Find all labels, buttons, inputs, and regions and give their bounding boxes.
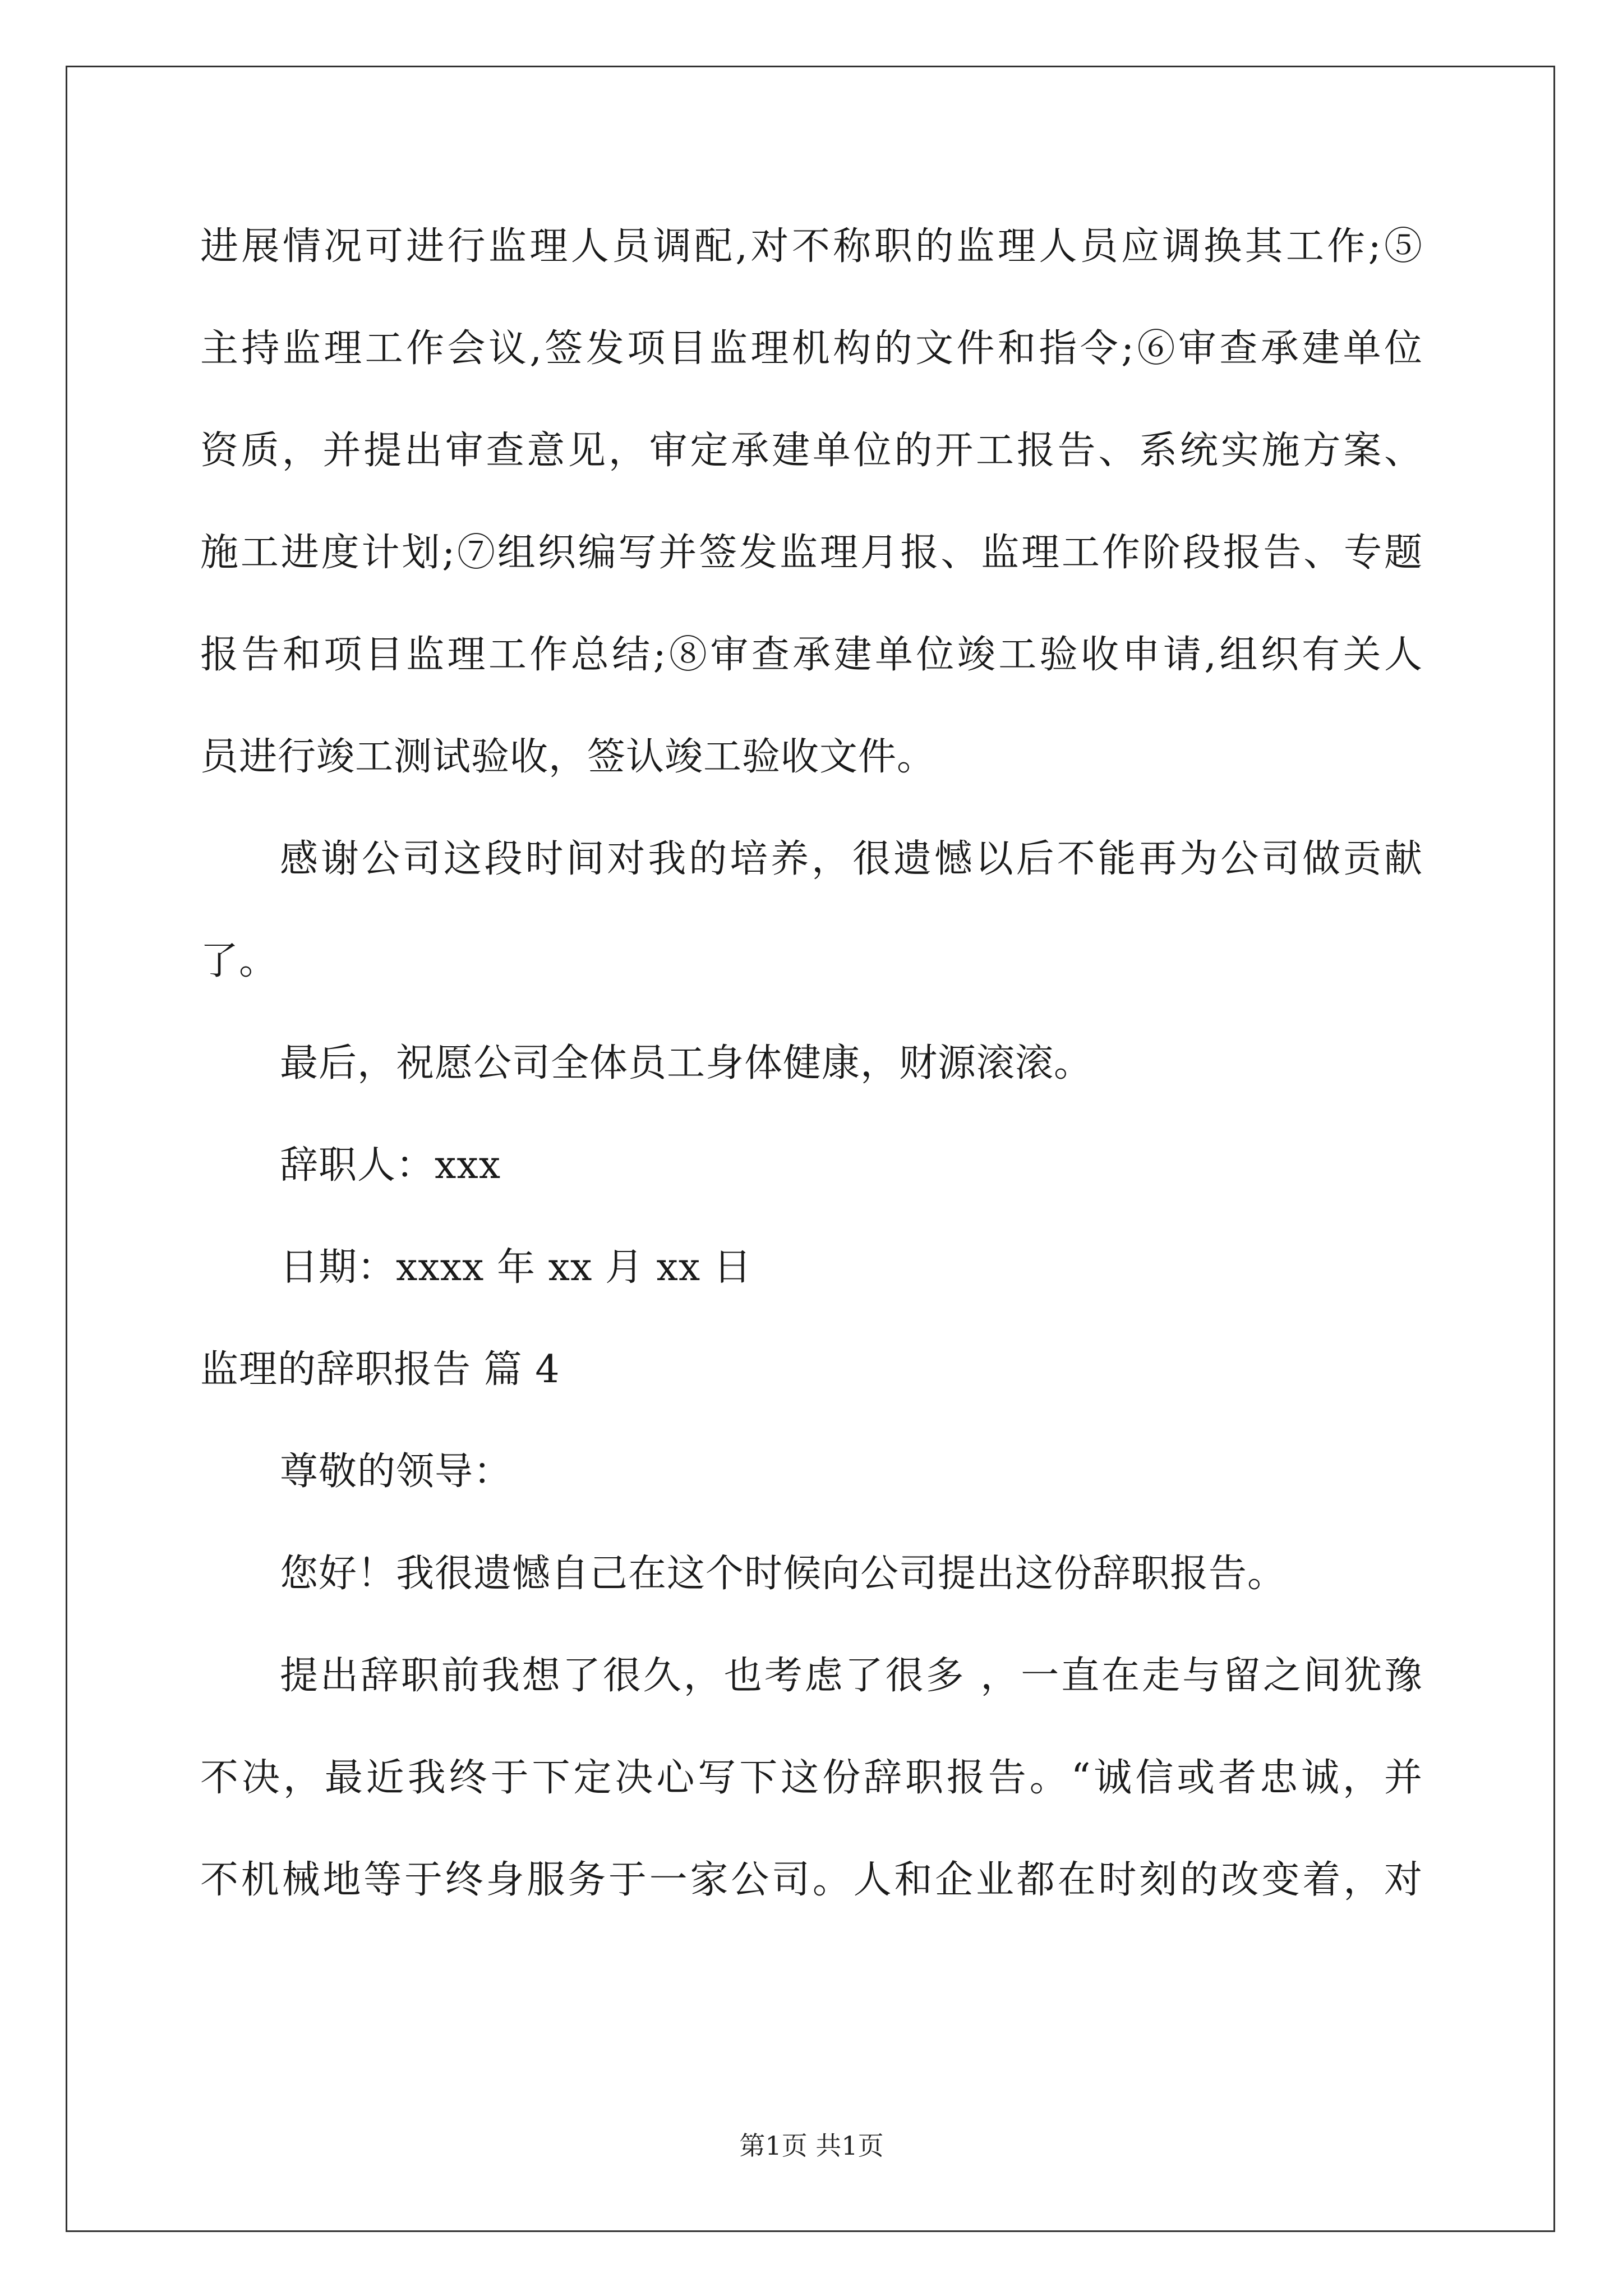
paragraph-line: 员进行竣工测试验收，签认竣工验收文件。 xyxy=(200,735,936,779)
page-number: 第1页 共1页 xyxy=(739,2131,884,2161)
salutation: 尊敬的领导： xyxy=(280,1450,513,1494)
paragraph-line: 报告和项目监理工作总结;⑧审查承建单位竣工验收申请,组织有关人 xyxy=(200,633,1423,677)
paragraph-line: 了。 xyxy=(200,939,278,983)
paragraph-line: 主持监理工作会议,签发项目监理机构的文件和指令;⑥审查承建单位 xyxy=(200,326,1423,371)
closing-wish: 最后，祝愿公司全体员工身体健康，财源滚滚。 xyxy=(280,1041,1093,1085)
paragraph-line: 您好！我很遗憾自己在这个时候向公司提出这份辞职报告。 xyxy=(280,1552,1287,1596)
paragraph-line: 资质，并提出审查意见，审定承建单位的开工报告、系统实施方案、 xyxy=(200,429,1423,473)
section-heading: 监理的辞职报告 篇 4 xyxy=(200,1347,560,1392)
paragraph-line: 进展情况可进行监理人员调配,对不称职的监理人员应调换其工作;⑤ xyxy=(200,224,1423,269)
signature-line: 辞职人：xxx xyxy=(280,1143,501,1188)
paragraph-line: 提出辞职前我想了很久，也考虑了很多 ，一直在走与留之间犹豫 xyxy=(280,1654,1423,1698)
paragraph-line: 感谢公司这段时间对我的培养，很遗憾以后不能再为公司做贡献 xyxy=(280,837,1423,881)
paragraph-line: 施工进度计划;⑦组织编写并签发监理月报、监理工作阶段报告、专题 xyxy=(200,531,1423,575)
date-line: 日期：xxxx 年 xx 月 xx 日 xyxy=(280,1245,752,1290)
paragraph-line: 不机械地等于终身服务于一家公司。人和企业都在时刻的改变着，对 xyxy=(200,1858,1423,1902)
paragraph-line: 不决，最近我终于下定决心写下这份辞职报告。“诚信或者忠诚，并 xyxy=(200,1756,1423,1800)
